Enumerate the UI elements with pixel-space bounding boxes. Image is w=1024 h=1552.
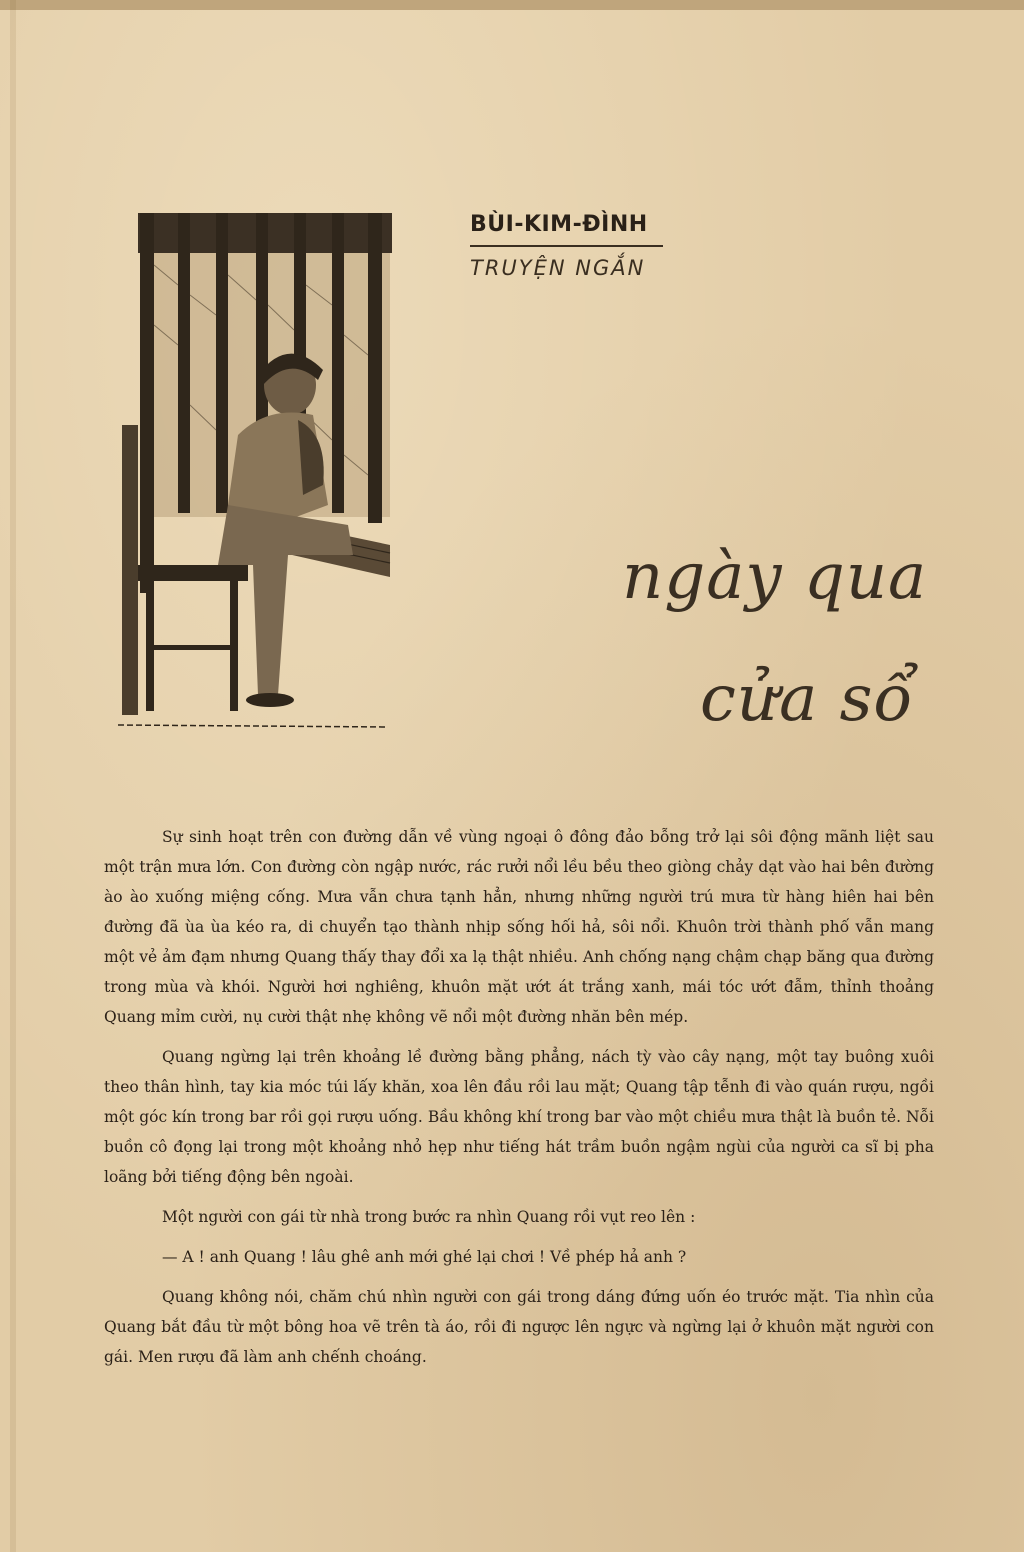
paragraph: — A ! anh Quang ! lâu ghê anh mới ghé lại chơi ! Về phép hả anh ? xyxy=(162,1248,687,1266)
window-sketch-icon xyxy=(118,205,398,735)
paragraph: Quang ngừng lại trên khoảng lề đường bằng phẳng, nách tỳ vào cây nạng, một tay buông xuôi theo thân hình, tay kia móc túi lấy khăn, xoa lên đầu rồi lau mặt; Quang tập tễnh đi vào quán rượu, ngồi một góc kín trong bar rồi gọi rượu uống. Bầu không khí trong bar vào một chiều mưa thật là buồn tẻ. Nỗi buồn cô đọng lại trong một khoảng nhỏ hẹp như tiếng hát trầm buồn ngậm ngùi của người ca sĩ bị pha loãng bởi tiếng động bên ngoài. xyxy=(104,1048,934,1186)
story-illustration xyxy=(118,205,398,735)
paragraph: Sự sinh hoạt trên con đường dẫn về vùng ngoại ô đông đảo bỗng trở lại sôi động mãnh liệt sau một trận mưa lớn. Con đường còn ngập nước, rác rưởi nổi lều bều theo giòng chảy dạt vào hai bên đường ào ào xuống miệng cống. Mưa vẫn chưa tạnh hẳn, nhưng những người trú mưa từ hàng hiên hai bên đường đã ùa ùa kéo ra, di chuyển tạo thành nhịp sống hối hả, sôi nổi. Khuôn trời thành phố vẫn mang một vẻ ảm đạm nhưng Quang thấy thay đổi xa lạ thật nhiều. Anh chống nạng chậm chạp băng qua đường trong mùa và khói. Người hơi nghiêng, khuôn mặt ướt át trắng xanh, mái tóc ướt đẫm, thỉnh thoảng Quang mỉm cười, nụ cười thật nhẹ không vẽ nổi một đường nhăn bên mép. xyxy=(104,828,934,1026)
genre-label: TRUYỆN NGẮN xyxy=(470,256,646,280)
story-title-line-1: ngày qua xyxy=(622,540,928,614)
story-title-line-2: cửa sổ xyxy=(700,662,914,736)
paragraph: Một người con gái từ nhà trong bước ra nhìn Quang rồi vụt reo lên : xyxy=(162,1208,696,1226)
story-body xyxy=(104,822,934,1372)
paragraph: Quang không nói, chăm chú nhìn người con gái trong dáng đứng uốn éo trước mặt. Tia nhìn của Quang bắt đầu từ một bông hoa vẽ trên tà áo, rồi đi ngược lên ngực và ngừng lại ở khuôn mặt người con gái. Men rượu đã làm anh chếnh choáng. xyxy=(104,1288,934,1366)
author-name: BÙI-KIM-ĐÌNH xyxy=(470,212,648,237)
author-divider xyxy=(470,245,663,247)
page-top-edge xyxy=(0,0,1024,10)
page-fold-shadow xyxy=(10,0,16,1552)
